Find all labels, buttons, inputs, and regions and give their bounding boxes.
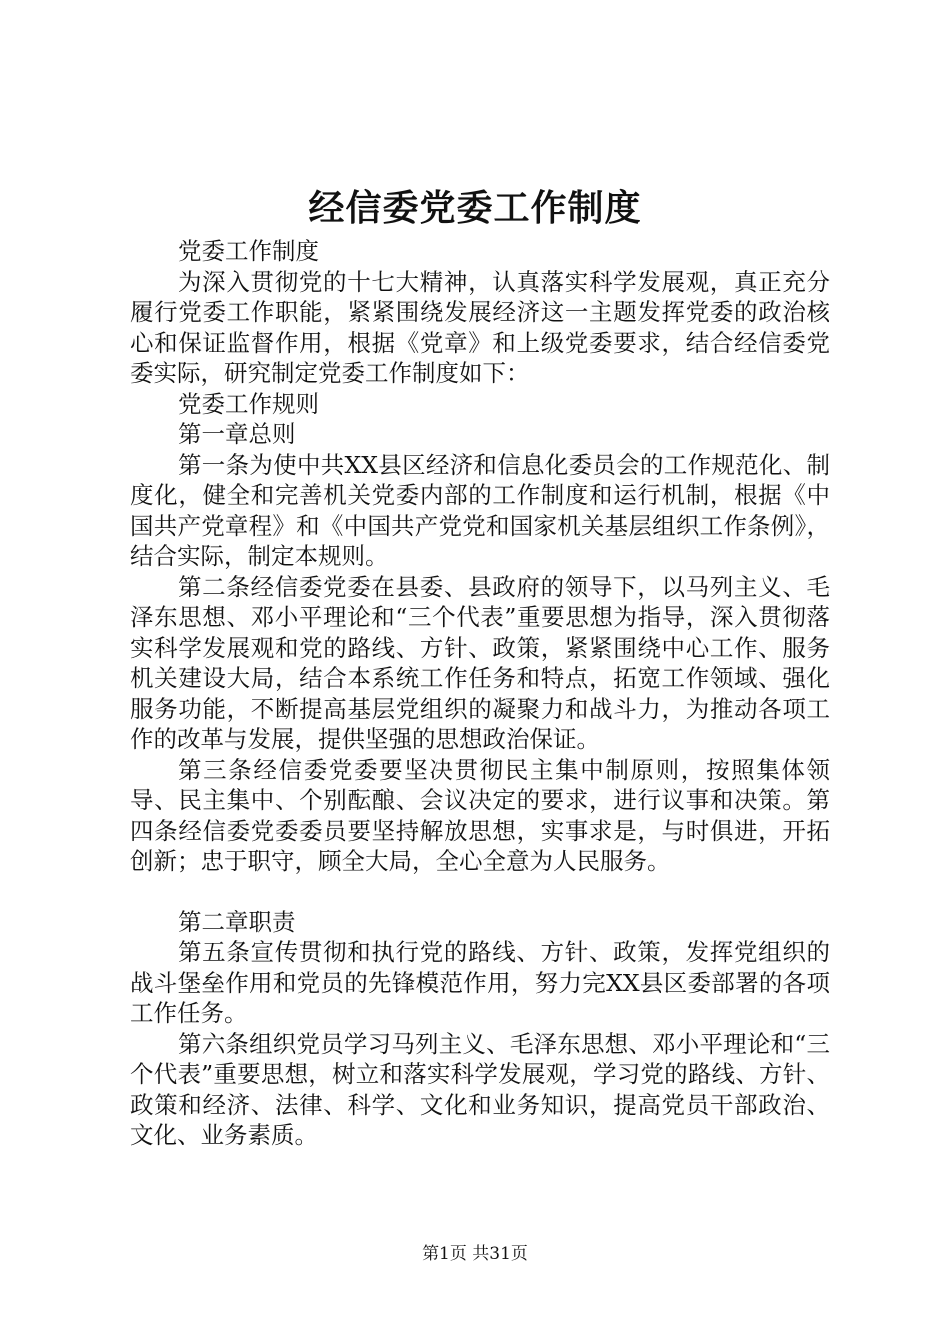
page-footer: 第1页 共31页 (422, 1244, 528, 1264)
paragraph-heading: 党委工作制度 (178, 237, 319, 265)
paragraph: 为深入贯彻党的十七大精神，认真落实科学发展观，真正充分履行党委工作职能，紧紧围绕发展经济这一主题发挥党委的政治核心和保证监督作用，根据《党章》和上级党委要求，结合经信委党委实际，研究制定党委工作制度如下： (130, 267, 830, 387)
article-paragraph: 第二条经信委党委在县委、县政府的领导下，以马列主义、毛泽东思想、邓小平理论和“三个代表”重要思想为指导，深入贯彻落实科学发展观和党的路线、方针、政策，紧紧围绕中心工作、服务机关建设大局，结合本系统工作任务和特点，拓宽工作领域、强化服务功能，不断提高基层党组织的凝聚力和战斗力，为推动各项工作的改革与发展，提供坚强的思想政治保证。 (130, 572, 830, 753)
page-title: 经信委党委工作制度 (308, 187, 642, 229)
article-paragraph: 第一条为使中共XX县区经济和信息化委员会的工作规范化、制度化，健全和完善机关党委内部的工作制度和运行机制，根据《中国共产党章程》和《中国共产党党和国家机关基层组织工作条例》，结合实际，制定本规则。 (130, 450, 830, 570)
chapter-heading: 第一章总则 (178, 420, 296, 448)
chapter-heading: 第二章职责 (178, 907, 296, 936)
article-paragraph: 第六条组织党员学习马列主义、毛泽东思想、邓小平理论和“三个代表”重要思想，树立和落实科学发展观，学习党的路线、方针、政策和经济、法律、科学、文化和业务知识，提高党员干部政治、文化、业务素质。 (130, 1029, 830, 1149)
article-paragraph: 第五条宣传贯彻和执行党的路线、方针、政策，发挥党组织的战斗堡垒作用和党员的先锋模范作用，努力完XX县区委部署的各项工作任务。 (130, 938, 830, 1027)
article-paragraph: 第三条经信委党委要坚决贯彻民主集中制原则，按照集体领导、民主集中、个别酝酿、会议决定的要求，进行议事和决策。第四条经信委党委委员要坚持解放思想，实事求是，与时俱进，开拓创新；忠于职守，顾全大局，全心全意为人民服务。 (130, 755, 830, 875)
document-body (130, 236, 830, 1151)
paragraph-heading: 党委工作规则 (178, 389, 319, 418)
paragraph-spacer (130, 877, 830, 907)
